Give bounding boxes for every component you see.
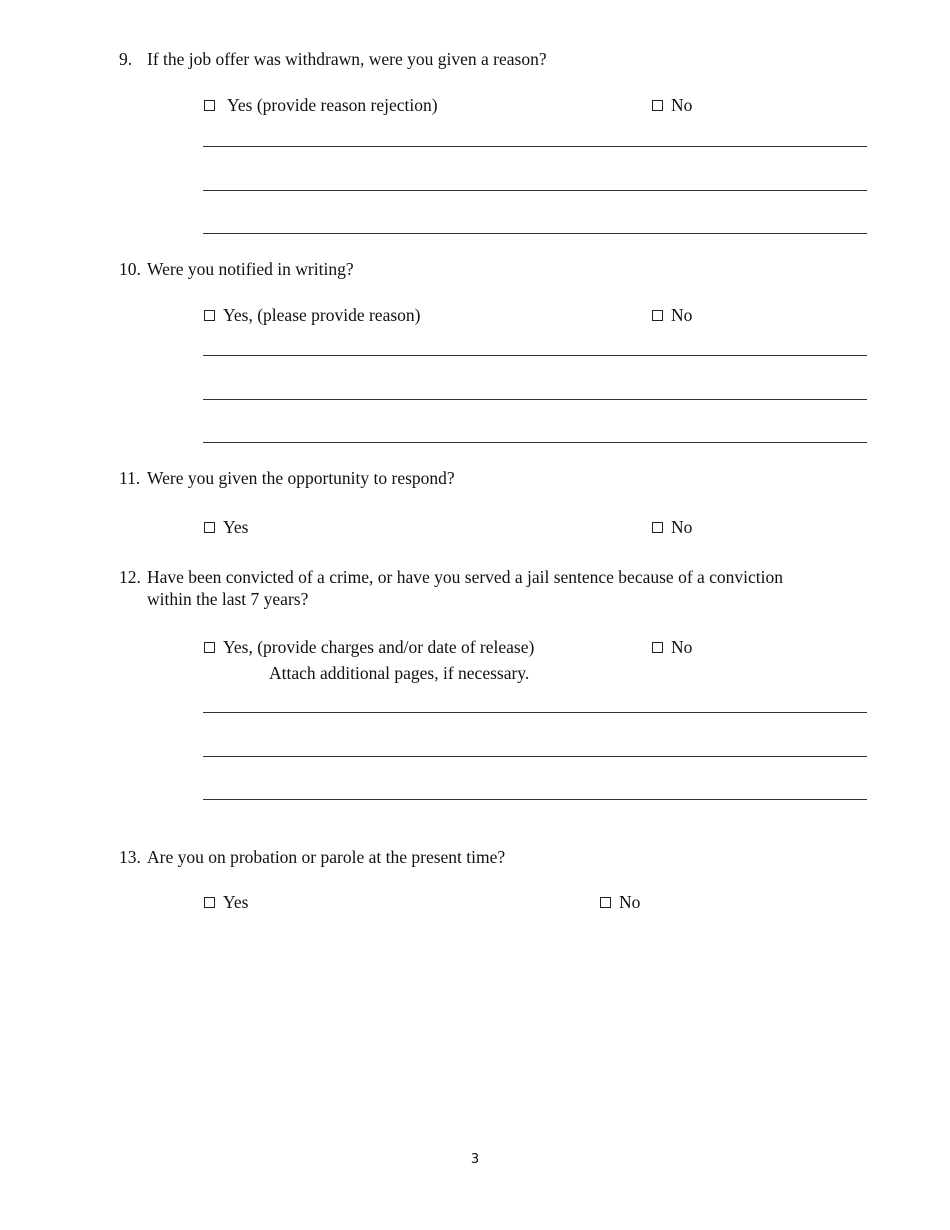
checkbox-no[interactable] [652,642,663,653]
checkbox-yes[interactable] [204,897,215,908]
question-12-no-option[interactable] [652,636,692,658]
checkbox-no[interactable] [652,100,663,111]
question-9-answer-line-1[interactable] [203,146,867,147]
question-12-number: 12. [119,567,141,587]
question-10-number: 10. [119,259,141,279]
checkbox-yes[interactable] [204,642,215,653]
question-12-answer-line-3[interactable] [203,799,867,800]
page-number: 3 [470,1152,480,1167]
question-13-no-option[interactable] [600,891,640,913]
question-9-no-label: No [671,95,693,115]
checkbox-yes[interactable] [204,100,215,111]
question-11-yes-label: Yes [223,517,249,537]
question-9-yes-option[interactable] [204,94,438,116]
question-10-answer-line-3[interactable] [203,442,867,443]
question-13-yes-option[interactable] [204,891,248,913]
question-12-answer-line-2[interactable] [203,756,867,757]
question-10-answer-line-1[interactable] [203,355,867,356]
question-12-yes-option[interactable] [204,636,534,658]
question-13-text: Are you on probation or parole at the present time? [147,847,506,867]
question-11-text: Were you given the opportunity to respond? [147,468,455,488]
question-12-text-line-2: within the last 7 years? [147,589,309,609]
question-13-no-label: No [619,892,641,912]
question-12-answer-line-1[interactable] [203,712,867,713]
question-10-answer-line-2[interactable] [203,399,867,400]
checkbox-yes[interactable] [204,522,215,533]
question-10-no-label: No [671,305,693,325]
question-9-number: 9. [119,49,133,69]
question-9-answer-line-3[interactable] [203,233,867,234]
question-12-text-line-1: Have been convicted of a crime, or have you served a jail sentence because of a conviction [147,567,784,587]
question-11-no-label: No [671,517,693,537]
checkbox-no[interactable] [652,310,663,321]
question-13-yes-label: Yes [223,892,249,912]
question-9-answer-line-2[interactable] [203,190,867,191]
question-11-no-option[interactable] [652,516,692,538]
checkbox-yes[interactable] [204,310,215,321]
question-9-yes-label: Yes (provide reason rejection) [227,95,438,115]
question-9-no-option[interactable] [652,94,692,116]
question-10-text: Were you notified in writing? [147,259,354,279]
checkbox-no[interactable] [600,897,611,908]
question-12-no-label: No [671,637,693,657]
question-12-note: Attach additional pages, if necessary. [269,663,530,683]
question-12-yes-label: Yes, (provide charges and/or date of release) [223,637,535,657]
checkbox-no[interactable] [652,522,663,533]
question-11-number: 11. [119,468,141,488]
question-10-no-option[interactable] [652,304,692,326]
question-10-yes-option[interactable] [204,304,420,326]
question-9-text: If the job offer was withdrawn, were you given a reason? [147,49,547,69]
question-10-yes-label: Yes, (please provide reason) [223,305,421,325]
question-11-yes-option[interactable] [204,516,248,538]
question-13-number: 13. [119,847,141,867]
